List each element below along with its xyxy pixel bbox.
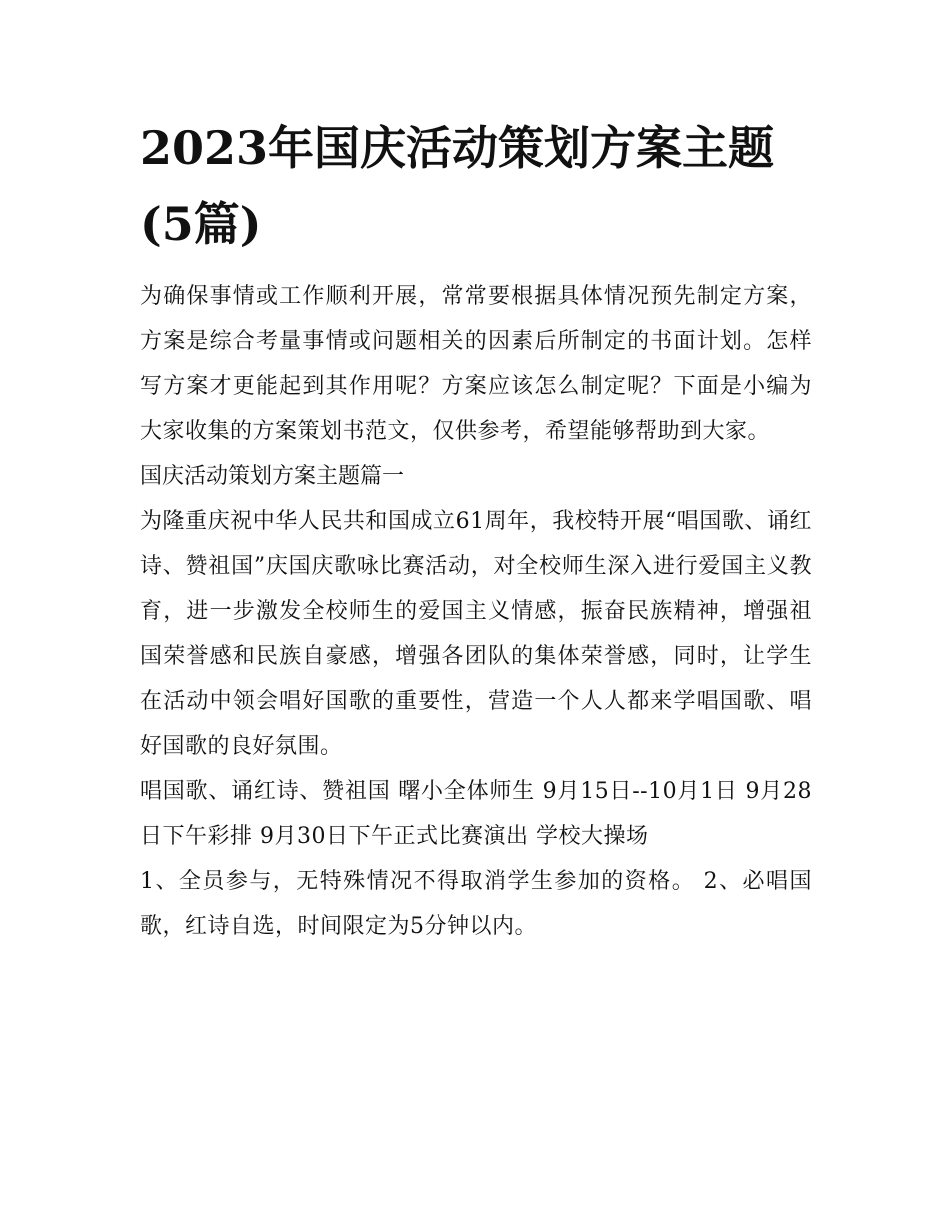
body-paragraph-1: 为隆重庆祝中华人民共和国成立61周年，我校特开展“唱国歌、诵红诗、赞祖国”庆国庆歌咏比赛活动，对全校师生深入进行爱国主义教育，进一步激发全校师生的爱国主义情感，振奋民族精神，增强祖国荣誉感和民族自豪感，增强各团队的集体荣誉感，同时，让学生在活动中领会唱好国歌的重要性，营造一个人人都来学唱国歌、唱好国歌的良好氛围。 (140, 509, 812, 759)
body-paragraph-3: 1、全员参与，无特殊情况不得取消学生参加的资格。 2、必唱国歌，红诗自选，时间限定为5分钟以内。 (140, 869, 812, 939)
body-paragraph-2: 唱国歌、诵红诗、赞祖国 曙小全体师生 9月15日--10月1日 9月28日下午彩排 9月30日下午正式比赛演出 学校大操场 (140, 779, 812, 849)
document-page (140, 110, 812, 949)
intro-paragraph: 为确保事情或工作顺利开展，常常要根据具体情况预先制定方案，方案是综合考量事情或问题相关的因素后所制定的书面计划。怎样写方案才更能起到其作用呢？方案应该怎么制定呢？下面是小编为大家收集的方案策划书范文，仅供参考，希望能够帮助到大家。 (140, 284, 812, 444)
section-heading: 国庆活动策划方案主题篇一 (140, 464, 405, 489)
document-title: 2023年国庆活动策划方案主题(5篇) (140, 121, 775, 251)
